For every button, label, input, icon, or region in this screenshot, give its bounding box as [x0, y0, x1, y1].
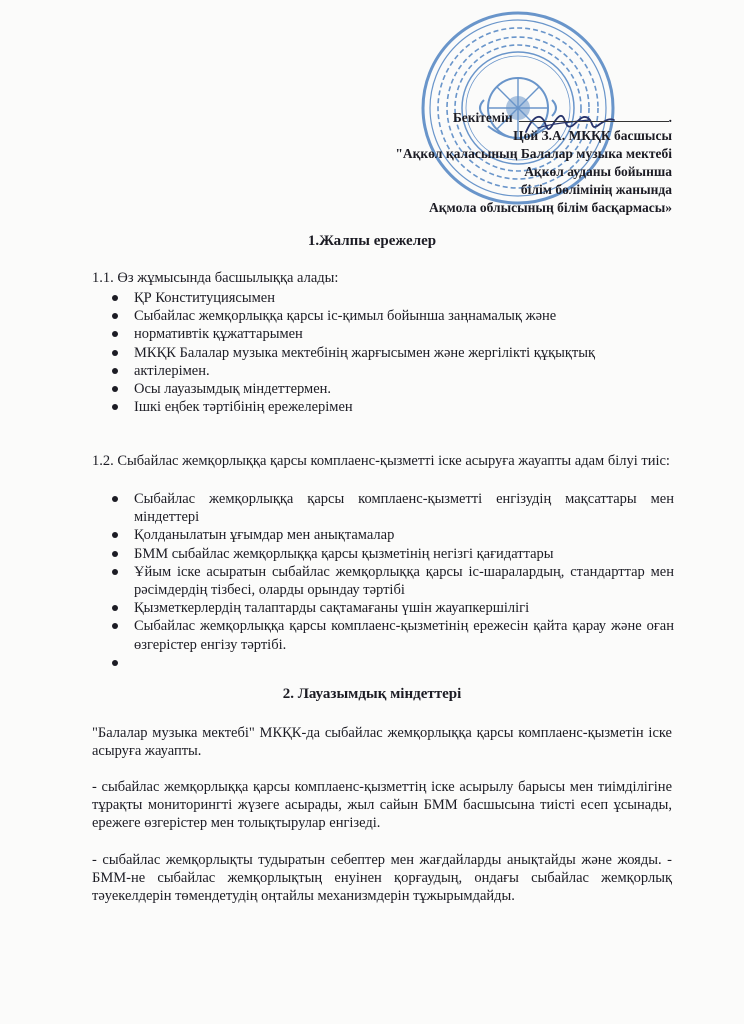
list-item: Сыбайлас жемқорлыққа қарсы іс-қимыл бойынша заңнамалық және: [108, 307, 674, 325]
section-2-paragraph-1: "Балалар музыка мектебі" МКҚК-да сыбайлас жемқорлыққа қарсы комплаенс-қызметін іске асыруға жауапты.: [92, 725, 672, 759]
section-1-paragraph-2: 1.2. Сыбайлас жемқорлыққа қарсы комплаенс-қызметті іске асыруға жауапты адам білуі тиіс:: [92, 453, 670, 469]
approver-district-line: Ақкөл ауданы бойынша: [524, 164, 672, 179]
approve-label: Бекітемін: [452, 110, 513, 125]
list-item: Қызметкерлердің талаптарды сақтамағаны үшін жауапкершілігі: [108, 599, 674, 617]
list-item: нормативтік құжаттарымен: [108, 325, 674, 343]
approver-region-line: Ақмола облысының білім басқармасы»: [429, 200, 672, 215]
list-item: ҚР Конституциясымен: [108, 289, 674, 307]
bullet-icon: [112, 331, 118, 337]
list-item: Ұйым іске асыратын сыбайлас жемқорлыққа қарсы іс-шаралардың, стандарттар мен рәсімдердің тізбесі, оларды орындау тәртібі: [108, 563, 674, 599]
section-1-list-2: [108, 490, 674, 672]
list-item: БММ сыбайлас жемқорлыққа қарсы қызметінің негізгі қағидаттары: [108, 545, 674, 563]
list-item: Осы лауазымдық міндеттермен.: [108, 380, 674, 398]
bullet-icon: [112, 295, 118, 301]
bullet-icon: [112, 569, 118, 575]
bullet-icon: [112, 623, 118, 629]
bullet-icon: [112, 496, 118, 502]
list-item: Ішкі еңбек тәртібінің ережелерімен: [108, 398, 674, 416]
bullet-icon: [112, 386, 118, 392]
bullet-icon: [112, 350, 118, 356]
section-2-paragraph-3: - сыбайлас жемқорлықты тудыратын себептер мен жағдайларды анықтайды және жояды. - БММ-не сыбайлас жемқорлықтың енуінен қорғаудың, ондағы сыбайлас жемқорлық тәуекелдерін төмендетудің оңтайлы механизмдерін тұжырымдайды.: [92, 852, 672, 904]
bullet-icon: [112, 313, 118, 319]
list-item: МКҚК Балалар музыка мектебінің жарғысымен және жергілікті құқықтық: [108, 344, 674, 362]
section-1-title: 1.Жалпы ережелер: [307, 233, 437, 249]
bullet-icon: [112, 605, 118, 611]
bullet-icon: [112, 532, 118, 538]
list-item: Сыбайлас жемқорлыққа қарсы комплаенс-қызметті енгізудің мақсаттары мен міндеттері: [108, 490, 674, 526]
section-1-list-1: [108, 289, 674, 416]
approver-org-line: "Ақкөл қаласының Балалар музыка мектебі: [395, 146, 672, 161]
list-item: Сыбайлас жемқорлыққа қарсы комплаенс-қызметінің ережесін қайта қарау және оған өзгерістер енгізу тәртібі.: [108, 617, 674, 653]
list-item: Қолданылатын ұғымдар мен анықтамалар: [108, 526, 674, 544]
approve-line: Бекітемін .: [452, 110, 672, 125]
bullet-icon: [112, 660, 118, 666]
approver-dept-line: білім бөлімінің жанында: [520, 182, 672, 197]
bullet-icon: [112, 551, 118, 557]
section-1-paragraph-1: 1.1. Өз жұмысында басшылыққа алады:: [92, 270, 339, 286]
approval-block: [395, 108, 672, 217]
signature-line: [519, 108, 669, 122]
approver-line: Цой З.А. МКҚК басшысы: [513, 128, 672, 143]
bullet-icon: [112, 404, 118, 410]
list-item: актілерімен.: [108, 362, 674, 380]
bullet-icon: [112, 368, 118, 374]
section-2-title: 2. Лауазымдық міндеттері: [282, 686, 462, 702]
section-2-paragraph-2: - сыбайлас жемқорлыққа қарсы комплаенс-қызметтің іске асырылу барысы мен тиімділігіне тұрақты мониторингті жүзеге асырады, жыл сайын БММ басшысына тиісті есеп ұсынады, ережеге өзгерістер мен толықтырулар енгізеді.: [92, 779, 672, 831]
list-item: [108, 654, 674, 672]
